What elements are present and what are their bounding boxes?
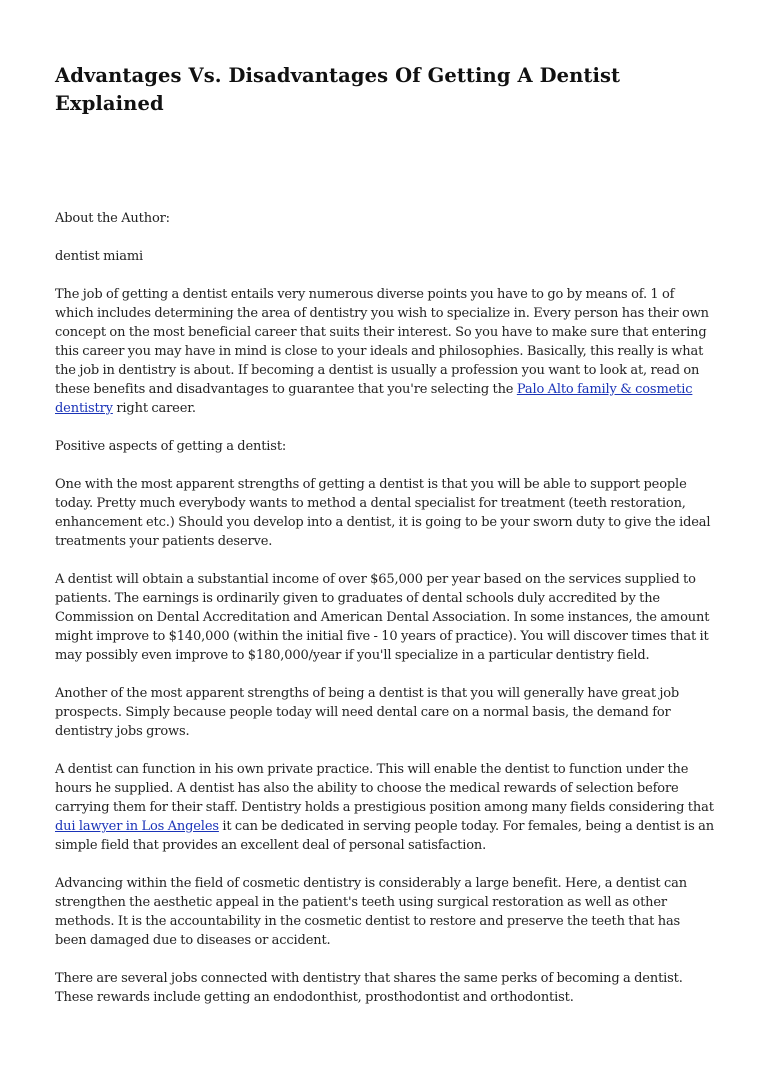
paragraph-income: A dentist will obtain a substantial income of over $65,000 per year based on the services supplied to patients. The earnings is ordinarily given to graduates of dental schools duly accredited by the Commission on Dental Accreditation and American Dental Association. In some instances, the amount might improve to $140,000 (within the initial five - 10 years of practice). You will discover times that it may possibly even improve to $180,000/year if you'll specialize in a particular dentistry field. [55,572,710,663]
document-page [55,62,715,1026]
practice-text-after-link: it can be dedicated in serving people today. For females, being a dentist is an simple field that provides an excellent deal of personal satisfaction. [55,819,714,853]
intro-text-before-link: The job of getting a dentist entails very numerous diverse points you have to go by means of. 1 of which includes determining the area of dentistry you wish to specialize in. Every person has their own concept on the most beneficial career that suits their interest. So you have to make sure that entering this career you may have in mind is close to your ideals and philosophies. Basically, this really is what the job in dentistry is about. If becoming a dentist is usually a profession you want to look at, read on these benefits and disadvantages to guarantee that you're selecting the [55,287,709,397]
author-name: dentist miami [55,249,144,264]
practice-text-before-link: A dentist can function in his own private practice. This will enable the dentist to function under the hours he supplied. A dentist has also the ability to choose the medical rewards of selection before carrying them for their staff. Dentistry holds a prestigious position among many fields considering that [55,762,714,815]
paragraph-cosmetic-dentistry: Advancing within the field of cosmetic dentistry is considerably a large benefit. Here, a dentist can strengthen the aesthetic appeal in the patient's teeth using surgical restoration as well as other methods. It is the accountability in the cosmetic dentist to restore and preserve the teeth that has been damaged due to diseases or accident. [55,876,687,948]
intro-text-after-link: right career. [112,401,196,416]
paragraph-related-jobs: There are several jobs connected with dentistry that shares the same perks of becoming a dentist. These rewards include getting an endodonthist, prosthodontist and orthodontist. [55,971,683,1005]
page-title: Advantages Vs. Disadvantages Of Getting A Dentist Explained [55,64,621,115]
dui-lawyer-link[interactable]: dui lawyer in Los Angeles [55,819,219,834]
palo-alto-dentistry-link[interactable]: Palo Alto family & cosmetic dentistry [55,382,693,416]
about-author-label: About the Author: [55,211,170,226]
title-spacer [55,118,715,209]
positive-aspects-heading: Positive aspects of getting a dentist: [55,439,287,454]
intro-paragraph [55,285,715,418]
paragraph-private-practice [55,760,715,855]
paragraph-support-people: One with the most apparent strengths of getting a dentist is that you will be able to support people today. Pretty much everybody wants to method a dental specialist for treatment (teeth restoration, enhancement etc.) Should you develop into a dentist, it is going to be your sworn duty to give the ideal treatments your patients deserve. [55,477,711,549]
paragraph-job-prospects: Another of the most apparent strengths of being a dentist is that you will generally have great job prospects. Simply because people today will need dental care on a normal basis, the demand for dentistry jobs grows. [55,686,680,739]
